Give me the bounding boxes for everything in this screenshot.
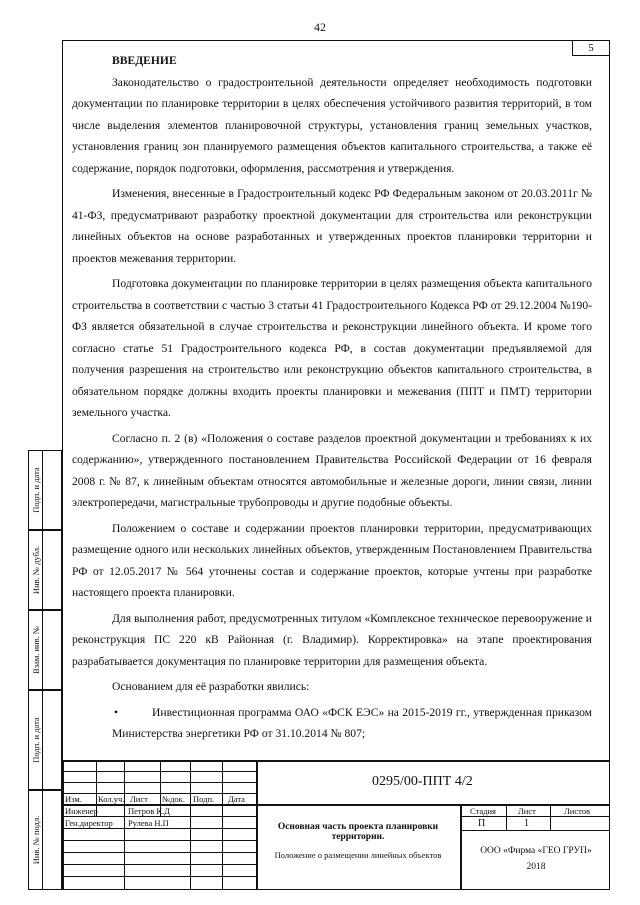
col-header: Лист bbox=[130, 794, 148, 804]
title-block bbox=[62, 760, 610, 890]
document-title: Основная часть проекта планировки территории. bbox=[277, 822, 439, 842]
side-cell bbox=[28, 530, 62, 610]
name-cell: Петров К.Д bbox=[128, 806, 170, 816]
page-number: 42 bbox=[314, 20, 326, 34]
stage-label: Стадия bbox=[470, 806, 496, 816]
document-body bbox=[72, 50, 592, 749]
col-header: Дата bbox=[228, 794, 245, 804]
stage-value: П bbox=[478, 818, 486, 829]
bullet-text: Инвестиционная программа ОАО «ФСК ЕЭС» на 2015-2019 гг., утвержденная приказом Министерства энергетики РФ от 31.10.2014 № 807; bbox=[112, 705, 592, 740]
side-label: Инв. № дубл. bbox=[30, 545, 41, 595]
side-cell bbox=[28, 610, 62, 690]
role-cell: Инженер bbox=[65, 806, 98, 816]
sheet-number: 5 bbox=[572, 41, 609, 56]
side-stamp bbox=[28, 450, 62, 890]
col-header: Изм. bbox=[65, 794, 82, 804]
role-cell: Ген.директор bbox=[65, 818, 113, 828]
name-cell: Рулева Н.П bbox=[128, 818, 169, 828]
side-cell bbox=[28, 450, 62, 530]
paragraph: Для выполнения работ, предусмотренных титулом «Комплексное техническое перевооружение и реконструкция ПС 220 кВ Районная (г. Владимир). Корректировка» на этапе проектирования разрабатывается документация по планировке территории для размещения объекта. bbox=[72, 611, 592, 668]
side-label: Подп. и дата bbox=[30, 717, 41, 763]
paragraph: Изменения, внесенные в Градостроительный кодекс РФ Федеральным законом от 20.03.2011г № 41-ФЗ, предусматривают разработку проектной документации для строительства или реконструкции линейных объектов на основе разработанных и утвержденных проектов планировки территории и проектов межевания территории. bbox=[72, 187, 592, 265]
year: 2018 bbox=[526, 862, 546, 872]
sheets-label: Листов bbox=[564, 806, 590, 816]
col-header: Кол.уч. bbox=[98, 794, 125, 804]
organization: ООО «Фирма «ГЕО ГРУП» bbox=[480, 846, 592, 856]
bullet-marker: • bbox=[114, 705, 119, 719]
paragraph: Положением о составе и содержании проектов планировки территории, предусматривающих размещение одного или нескольких линейных объектов, утвержденным Постановлением Правительства РФ от 12.05.2017 № 564 уточнены состав и содержание проектов, которые учтены при разработке настоящего проекта планировки. bbox=[72, 521, 592, 599]
side-label: Взам. инв. № bbox=[30, 626, 41, 674]
side-label: Инв. № подл. bbox=[30, 815, 41, 865]
side-cell bbox=[28, 690, 62, 790]
paragraph: Законодательство о градостроительной деятельности определяет необходимость подготовки документации по планировке территории в целях обеспечения устойчивого развития территорий, в том числе выделения элементов планировочной структуры, установления границ земельных участков, установления границ зон планируемого размещения объектов капитального строительства, а также её содержание, порядок подготовки, оформления, рассмотрения и утверждения. bbox=[72, 75, 592, 175]
col-header: №док. bbox=[162, 794, 185, 804]
side-label: Подп. и дата bbox=[30, 467, 41, 513]
document-subtitle: Положение о размещении линейных объектов bbox=[274, 850, 442, 860]
section-heading: ВВЕДЕНИЕ bbox=[112, 54, 177, 67]
paragraph: Согласно п. 2 (в) «Положения о составе разделов проектной документации и требованиях к их содержанию», утвержденного постановлением Правительства Российской Федерации от 16 февраля 2008 г. № 87, к линейным объектам относятся автомобильные и железные дороги, линии связи, линии электропередачи, магистральные трубопроводы и другие подобные объекты. bbox=[72, 431, 592, 509]
side-cell bbox=[28, 790, 62, 890]
bullet-item bbox=[72, 702, 592, 745]
document-code: 0295/00-ППТ 4/2 bbox=[372, 774, 473, 789]
paragraph: Основанием для её разработки явились: bbox=[112, 680, 310, 693]
col-header: Подп. bbox=[193, 794, 215, 804]
sheet-label: Лист bbox=[518, 806, 536, 816]
sheet-value: 1 bbox=[524, 818, 529, 829]
paragraph: Подготовка документации по планировке территории в целях размещения объекта капитального строительства в соответствии с частью 3 статьи 41 Градостроительного Кодекса РФ от 29.12.2004 №190-ФЗ является обязательной в случае строительства и реконструкции линейного объекта. И кроме того согласно статье 51 Градостроительного кодекса РФ, в состав документации предъявляемой для получения разрешения на строительство или реконструкцию объектов капитального строительства, в обязательном порядке должны входить проекты планировки и межевания (ППТ и ПМТ) территории земельного участка. bbox=[72, 277, 592, 419]
